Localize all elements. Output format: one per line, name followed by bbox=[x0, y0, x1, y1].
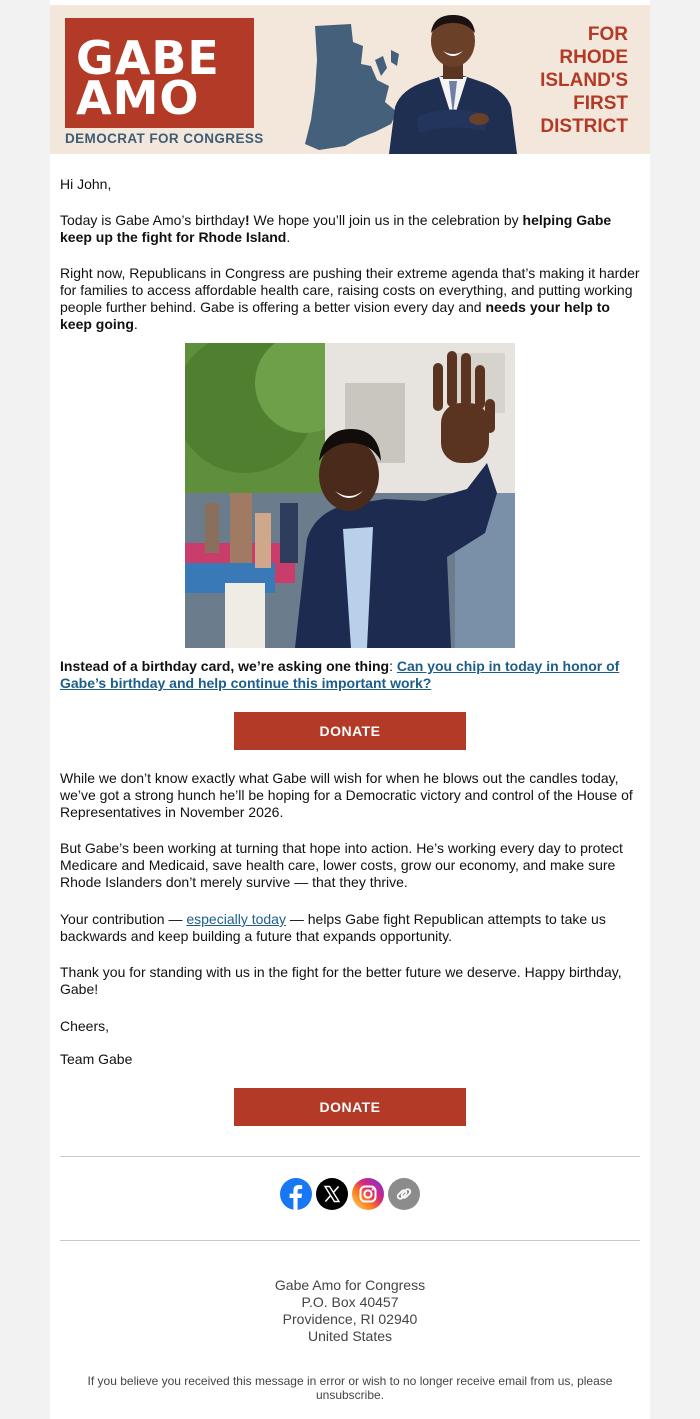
text: Right now, Republicans in Congress are pushing their extreme agenda that’s making it harder for families to access affordable health care, raising costs on everything, and putting working people further behind. Gabe is offering a better vision every day and bbox=[60, 265, 640, 315]
text-bold: ! bbox=[244, 212, 250, 228]
footer-org: Gabe Amo for Congress bbox=[274, 1277, 426, 1293]
text: . bbox=[133, 316, 138, 332]
header-banner bbox=[50, 5, 650, 154]
closing: Cheers, bbox=[60, 1018, 110, 1034]
text: Your contribution — bbox=[60, 911, 187, 927]
logo-tagline: DEMOCRAT FOR CONGRESS bbox=[65, 131, 264, 146]
logo-first-name: GABE bbox=[76, 31, 220, 85]
divider bbox=[60, 1156, 640, 1157]
paragraph-agenda bbox=[60, 265, 640, 333]
paragraph-birthday bbox=[60, 212, 640, 246]
logo-last-name: AMO bbox=[76, 71, 200, 125]
instagram-icon[interactable] bbox=[352, 1178, 384, 1210]
district-line: RHODE bbox=[559, 47, 628, 68]
paragraph-ask bbox=[60, 658, 640, 692]
footer-city: Providence, RI 02940 bbox=[282, 1311, 418, 1327]
text-bold: helping Gabe keep up the fight for Rhode Island bbox=[60, 212, 612, 245]
footer-country: United States bbox=[307, 1328, 393, 1344]
divider bbox=[60, 1240, 640, 1241]
candidate-waving-photo bbox=[185, 343, 515, 648]
text: Today is Gabe Amo’s birthday bbox=[60, 212, 245, 228]
district-line: FIRST bbox=[573, 93, 628, 114]
text-bold: needs your help to keep going bbox=[60, 299, 610, 332]
district-line: FOR bbox=[587, 24, 628, 45]
donate-button-bottom[interactable]: DONATE bbox=[234, 1088, 466, 1126]
paragraph-contribution bbox=[60, 911, 640, 945]
paragraph-wish: While we don’t know exactly what Gabe will wish for when he blows out the candles today, we’ve got a strong hunch he’ll be hoping for a Democratic victory and control of the House of Representatives in November 2026. bbox=[60, 770, 633, 820]
facebook-icon[interactable] bbox=[280, 1178, 312, 1210]
paragraph-action: But Gabe’s been working at turning that hope into action. He’s working every day to protect Medicare and Medicaid, save health care, lower costs, grow our economy, and make sure Rhode Islanders don’t merely survive — that they thrive. bbox=[60, 840, 623, 890]
district-title bbox=[488, 23, 628, 138]
text-bold: Instead of a birthday card, we’re asking one thing bbox=[60, 658, 390, 674]
x-icon[interactable] bbox=[316, 1178, 348, 1210]
text: . bbox=[286, 229, 291, 245]
link-icon[interactable] bbox=[388, 1178, 420, 1210]
text: We hope you’ll join us in the celebration by bbox=[249, 212, 523, 228]
unsubscribe-note[interactable]: If you believe you received this message in error or wish to no longer receive email from us, please unsubscribe. bbox=[87, 1374, 613, 1402]
greeting: Hi John, bbox=[60, 176, 112, 192]
district-line: DISTRICT bbox=[540, 116, 628, 137]
footer-po-box: P.O. Box 40457 bbox=[301, 1294, 399, 1310]
campaign-logo bbox=[65, 18, 254, 128]
signature: Team Gabe bbox=[60, 1051, 133, 1067]
district-line: ISLAND'S bbox=[540, 70, 628, 91]
paragraph-thanks: Thank you for standing with us in the fight for the better future we deserve. Happy birthday, Gabe! bbox=[60, 964, 622, 997]
text: : bbox=[389, 658, 397, 674]
donate-button[interactable]: DONATE bbox=[234, 712, 466, 750]
email-body bbox=[50, 0, 650, 1419]
especially-today-link[interactable]: especially today bbox=[186, 911, 286, 927]
chip-in-link[interactable]: Can you chip in today in honor of Gabe’s birthday and help continue this important work? bbox=[60, 658, 620, 691]
text: — helps Gabe fight Republican attempts to take us backwards and keep building a future that expands opportunity. bbox=[60, 911, 606, 944]
